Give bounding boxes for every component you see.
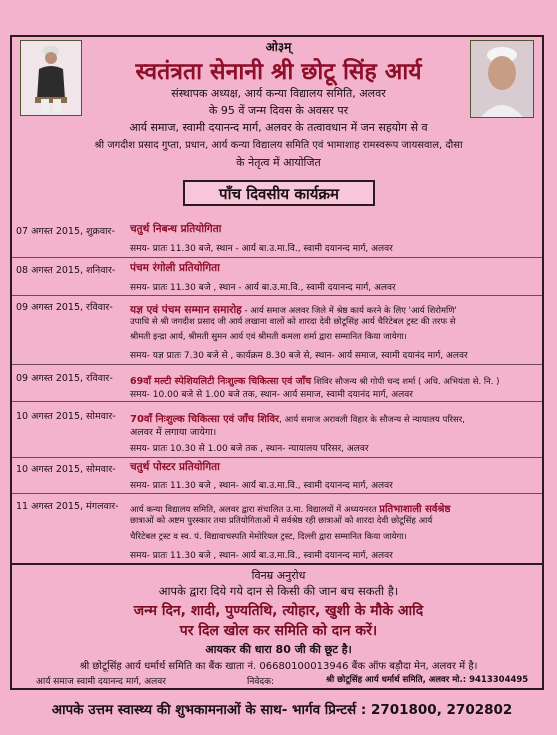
divider bbox=[12, 457, 542, 458]
event-1-date: 07 अगस्त 2015, शुक्रवार- bbox=[16, 226, 115, 237]
event-3-line-2: श्रीमती इन्द्रा आर्य, श्रीमती सुमन आर्य एवं श्रीमती कमला शर्मा द्वारा सम्मानित किया जायेगा। bbox=[130, 332, 407, 342]
divider bbox=[12, 257, 542, 258]
event-4-line-1: समय- 10.00 बजे से 1.00 बजे तक, स्थान- आर्य समाज, स्वामी दयानंद मार्ग, अलवर bbox=[130, 390, 413, 400]
event-5-after: , आर्य समाज अरावली विहार के सौजन्य से न्यायालय परिसर, bbox=[279, 415, 465, 425]
event-2-name: पंचम रंगोली प्रतियोगिता bbox=[130, 262, 220, 274]
event-5-name: 70वाँ निःशुल्क चिकित्सा एवं जाँच शिविर bbox=[130, 414, 280, 425]
event-5-line-1: अलवर में लगाया जायेगा। bbox=[130, 427, 217, 438]
divider bbox=[12, 563, 542, 565]
event-6-date: 10 अगस्त 2015, सोमवार- bbox=[16, 464, 116, 475]
event-7-line-1: छात्राओं को अष्टम पुरस्कार तथा प्रतियोगिताओं में सर्वश्रेष्ठ रही छात्राओं को शारदा देवी छोटूसिंह आर्य bbox=[130, 516, 433, 526]
event-5-line-2: समय- प्रातः 10.30 से 1.00 बजे तक , स्थान- न्यायालय परिसर, अलवर bbox=[130, 444, 369, 454]
event-4-after: शिविर सौजन्य श्री गोपी चन्द शर्मा ( अधि. अभियंता से. नि. ) bbox=[311, 377, 500, 387]
event-4-name: 69वाँ मल्टी स्पेशियलिटी निःशुल्क चिकित्सा एवं जाँच bbox=[130, 376, 312, 387]
event-7-name: प्रतिभाशाली सर्वश्रेष्ठ bbox=[379, 504, 451, 515]
event-7-heading bbox=[130, 497, 450, 516]
event-4-heading bbox=[130, 369, 500, 388]
appeal-line-5: श्री छोटूसिंह आर्य धर्मार्थ समिति का बैंक खाता नं. 06680100013946 बैंक ऑफ बड़ौदा मेन, अलवर में है। bbox=[79, 661, 478, 672]
event-7-line-3: समय- प्रातः 11.30 बजे , स्थान- आर्य बा.उ.मा.वि., स्वामी दयानन्द मार्ग, अलवर bbox=[130, 551, 393, 561]
header-line-1: संस्थापक अध्यक्ष, आर्य कन्या विद्यालय समिति, अलवर bbox=[171, 87, 386, 100]
sign-left: आर्य समाज स्वामी दयानन्द मार्ग, अलवर bbox=[36, 677, 166, 687]
divider bbox=[12, 493, 542, 494]
event-2-date: 08 अगस्त 2015, शनिवार- bbox=[16, 265, 116, 276]
event-3-after: - आर्य समाज अलवर जिले में श्रेष्ठ कार्य करने के लिए 'आर्य शिरोमणि' bbox=[241, 306, 457, 316]
appeal-heading: विनम्र अनुरोध bbox=[251, 569, 306, 582]
event-5-heading bbox=[130, 407, 465, 426]
program-title: पाँच दिवसीय कार्यक्रम bbox=[183, 180, 375, 206]
event-7-date: 11 अगस्त 2015, मंगलवार- bbox=[16, 501, 119, 512]
event-2-line-1: समय- प्रातः 11.30 बजे , स्थान - आर्य बा.उ.मा.वि., स्वामी दयानन्द मार्ग, अलवर bbox=[130, 283, 396, 293]
event-7-line-2: चैरिटेबल ट्रस्ट व स्व. पं. विद्यावाचस्पति मेमोरियल ट्रस्ट, दिल्ली द्वारा सम्मानित किया जायेगा। bbox=[130, 532, 407, 542]
event-1-name: चतुर्थ निबन्ध प्रतियोगिता bbox=[130, 223, 222, 235]
event-6-line-1: समय- प्रातः 11.30 बजे , स्थान- आर्य बा.उ.मा.वि., स्वामी दयानन्द मार्ग, अलवर bbox=[130, 481, 393, 491]
appeal-line-4: आयकर की धारा 80 जी की छूट है। bbox=[205, 643, 352, 656]
appeal-line-2: जन्म दिन, शादी, पुण्यतिथि, त्योहार, खुशी के मौके आदि bbox=[133, 603, 424, 619]
event-6-name: चतुर्थ पोस्टर प्रतियोगिता bbox=[130, 461, 220, 473]
sign-label: निवेदक: bbox=[247, 677, 275, 687]
event-7-pre: आर्य कन्या विद्यालय समिति, अलवर द्वारा संचालित उ.मा. विद्यालयों में अध्ययनरत bbox=[130, 505, 380, 515]
divider bbox=[12, 401, 542, 402]
header-line-3: आर्य समाज, स्वामी दयानन्द मार्ग, अलवर के तत्वावधान में जन सहयोग से व bbox=[129, 121, 428, 134]
divider bbox=[12, 295, 542, 296]
header-line-2: के 95 वें जन्म दिवस के अवसर पर bbox=[208, 104, 349, 117]
event-3-line-3: समय- यज्ञ प्रातः 7.30 बजे से , कार्यक्रम 8.30 बजे से, स्थान- आर्य समाज, स्वामी दयानंद मार्ग, अलवर bbox=[130, 351, 468, 361]
divider bbox=[12, 364, 542, 365]
event-4-date: 09 अगस्त 2015, रविवार- bbox=[16, 373, 113, 384]
event-3-date: 09 अगस्त 2015, रविवार- bbox=[16, 302, 113, 313]
event-1-line-1: समय- प्रातः 11.30 बजे, स्थान - आर्य बा.उ.मा.वि., स्वामी दयानन्द मार्ग, अलवर bbox=[130, 244, 393, 254]
header-line-4: श्री जगदीश प्रसाद गुप्ता, प्रधान, आर्य कन्या विद्यालय समिति एवं भामाशाह रामस्वरूप जायसवाल, दौसा bbox=[94, 140, 463, 151]
event-3-name: यज्ञ एवं पंचम सम्मान समारोह bbox=[130, 304, 242, 316]
honoree-title: स्वतंत्रता सेनानी श्री छोटू सिंह आर्य bbox=[135, 58, 422, 85]
printer-footer: आपके उत्तम स्वास्थ्य की शुभकामनाओं के साथ- भार्गव प्रिन्टर्स : 2701800, 2702802 bbox=[51, 702, 513, 718]
sign-right: श्री छोटूसिंह आर्य धर्मार्थ समिति, अलवर मो.: 9413304495 bbox=[326, 675, 529, 685]
event-3-heading bbox=[130, 298, 457, 317]
event-5-date: 10 अगस्त 2015, सोमवार- bbox=[16, 411, 116, 422]
om-heading: ओ३म् bbox=[265, 40, 292, 54]
appeal-line-3: पर दिल खोल कर समिति को दान करें। bbox=[179, 623, 378, 639]
event-3-line-1: उपाधि से श्री जगदीश प्रसाद जी आर्य लखाना वालों को शारदा देवी छोटूसिंह आर्य चैरिटेबल ट्रस्ट की तरफ से bbox=[130, 317, 456, 327]
appeal-line-1: आपके द्वारा दिये गये दान से किसी की जान बच सकती है। bbox=[158, 584, 399, 598]
header-line-5: के नेतृत्व में आयोजित bbox=[236, 156, 321, 169]
